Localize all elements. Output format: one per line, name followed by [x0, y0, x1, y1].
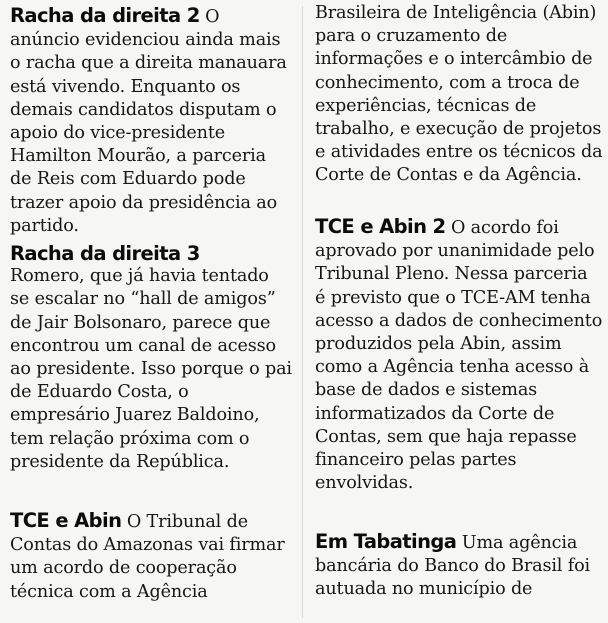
article-tce-e-abin-2: [315, 215, 603, 495]
article-heading: TCE e Abin: [10, 509, 122, 532]
article-body: O anúncio evidenciou ainda mais o racha que a direita manauara está vivendo. Enquanto os demais candidatos disputam o apoio do vice-presidente Hamilton Mourão, a parceria de Reis com Eduardo pode trazer apoio da presidência ao partido.: [10, 7, 287, 236]
article-em-tabatinga: [315, 530, 603, 602]
article-heading: TCE e Abin 2: [315, 215, 446, 238]
article-body: Brasileira de Inteligência (Abin) para o cruzamento de informações e o intercâmbio de conhecimento, com a troca de experiências, técnicas de trabalho, e execução de projetos e atividades entre os técnicos da Corte de Contas e da Agência.: [315, 3, 603, 186]
article-tce-e-abin: [10, 509, 292, 604]
article-body: Romero, que já havia tentado se escalar no “hall de amigos” de Jair Bolsonaro, parece que encontrou um canal de acesso ao presidente. Isso porque o pai de Eduardo Costa, o empresário Juarez Baldoino, tem relação próxima com o presidente da República.: [10, 266, 292, 472]
article-racha-da-direita-3: [10, 242, 292, 474]
article-heading: Em Tabatinga: [315, 530, 457, 553]
article-racha-da-direita-2: [10, 4, 292, 238]
column-divider: [302, 6, 303, 618]
article-heading: Racha da direita 3: [10, 242, 200, 265]
article-heading: Racha da direita 2: [10, 4, 200, 27]
article-tce-e-abin-continued: [315, 2, 603, 188]
article-body: Uma agência bancária do Banco do Brasil foi autuada no município de: [315, 533, 591, 600]
article-body: O acordo foi aprovado por unanimidade pelo Tribunal Pleno. Nessa parceria é previsto que o TCE-AM tenha acesso a dados de conhecimento produzidos pela Abin, assim como a Agência tenha acesso à base de dados e sistemas informatizados da Corte de Contas, sem que haja repasse financeiro pelas partes envolvidas.: [315, 218, 603, 494]
article-body: O Tribunal de Contas do Amazonas vai firmar um acordo de cooperação técnica com a Agência: [10, 512, 285, 602]
